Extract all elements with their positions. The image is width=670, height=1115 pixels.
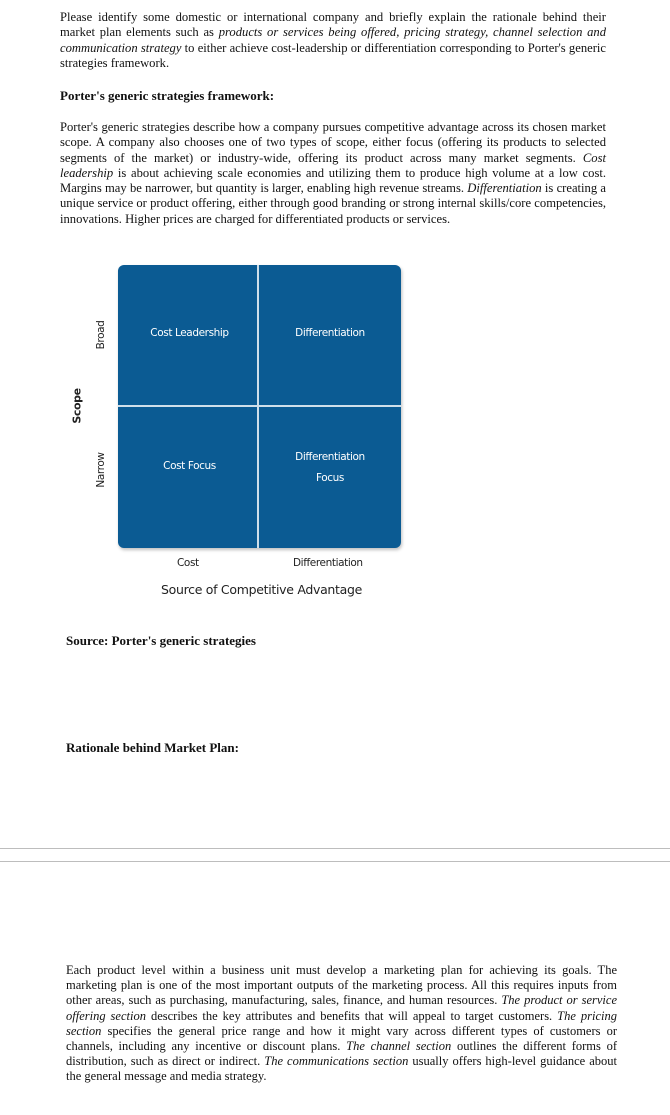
source-label: Source: Porter's generic strategies xyxy=(66,633,256,648)
marketing-plan-paragraph xyxy=(66,963,617,1085)
marketing-text-5: usually offers high-level guidance about the general message and media strategy. xyxy=(66,1054,618,1084)
cell-differentiation-focus-line-2: Focus xyxy=(316,472,344,484)
cell-cost-leadership: Cost Leadership xyxy=(150,327,229,339)
porter-text-1: Porter's generic strategies describe how a company pursues competitive advantage across its chosen market scope. A company also chooses one of two types of scope, either focus (offering its products to selected segments of the market) or industry-wide, offering its product across many market segments. xyxy=(60,120,606,165)
porter-paragraph xyxy=(60,120,606,227)
divider-bottom xyxy=(0,861,670,862)
porter-text-3: is creating a unique service or product offering, either through good branding or strong internal skills/core competencies, innovations. Higher prices are charged for differentiated products or services. xyxy=(60,181,606,226)
marketing-italic-communications: The communications section xyxy=(264,1054,409,1069)
porter-text-2: is about achieving scale economies and utilizing them to produce high volume at a low cost. Margins may be narrower, but quantity is larger, enabling high revenue streams. xyxy=(60,165,606,196)
porter-matrix xyxy=(118,265,401,548)
matrix-horizontal-divider xyxy=(118,405,401,407)
porter-italic-differentiation: Differentiation xyxy=(467,181,542,196)
cell-differentiation: Differentiation xyxy=(295,327,365,339)
marketing-italic-pricing: The pricing section xyxy=(66,1008,618,1038)
marketing-text-3: specifies the general price range and how it might vary across different types of customers or channels, including any incentive or discount plans. xyxy=(66,1023,617,1054)
marketing-text-4: outlines the different forms of distribution, such as direct or indirect. xyxy=(66,1039,618,1069)
cell-differentiation-focus xyxy=(259,447,401,489)
marketing-italic-offering: The product or service offering section xyxy=(66,993,617,1023)
y-axis-title: Scope xyxy=(70,388,84,424)
column-label-cost: Cost xyxy=(177,557,199,569)
marketing-italic-channel: The channel section xyxy=(346,1039,452,1054)
row-label-broad: Broad xyxy=(95,320,107,350)
intro-italic-elements: products or services being offered, pricing strategy, channel selection and communication strategy xyxy=(60,25,606,55)
column-label-differentiation: Differentiation xyxy=(293,557,363,569)
porter-italic-cost-leadership: Cost leadership xyxy=(60,150,606,180)
intro-text-2: to either achieve cost-leadership or differentiation corresponding to Porter's generic strategies framework. xyxy=(60,40,606,70)
marketing-text-2: describes the key attributes and benefits that will appeal to target customers. xyxy=(145,1008,558,1023)
intro-text-1: Please identify some domestic or international company and briefly explain the rationale behind their market plan elements such as xyxy=(60,10,606,40)
rationale-heading: Rationale behind Market Plan: xyxy=(66,740,239,755)
cell-differentiation-focus-line-1: Differentiation xyxy=(295,451,365,463)
porter-heading: Porter's generic strategies framework: xyxy=(60,88,275,103)
divider-top xyxy=(0,848,670,849)
x-axis-title: Source of Competitive Advantage xyxy=(161,582,363,597)
row-label-narrow: Narrow xyxy=(95,452,107,488)
marketing-text-1: Each product level within a business unit must develop a marketing plan for achieving its goals. The marketing plan is one of the most important outputs of the marketing process. All this requires inputs from other areas, such as purchasing, manufacturing, sales, finance, and human resources. xyxy=(66,963,617,1008)
intro-paragraph xyxy=(60,10,606,71)
cell-cost-focus: Cost Focus xyxy=(163,460,216,472)
